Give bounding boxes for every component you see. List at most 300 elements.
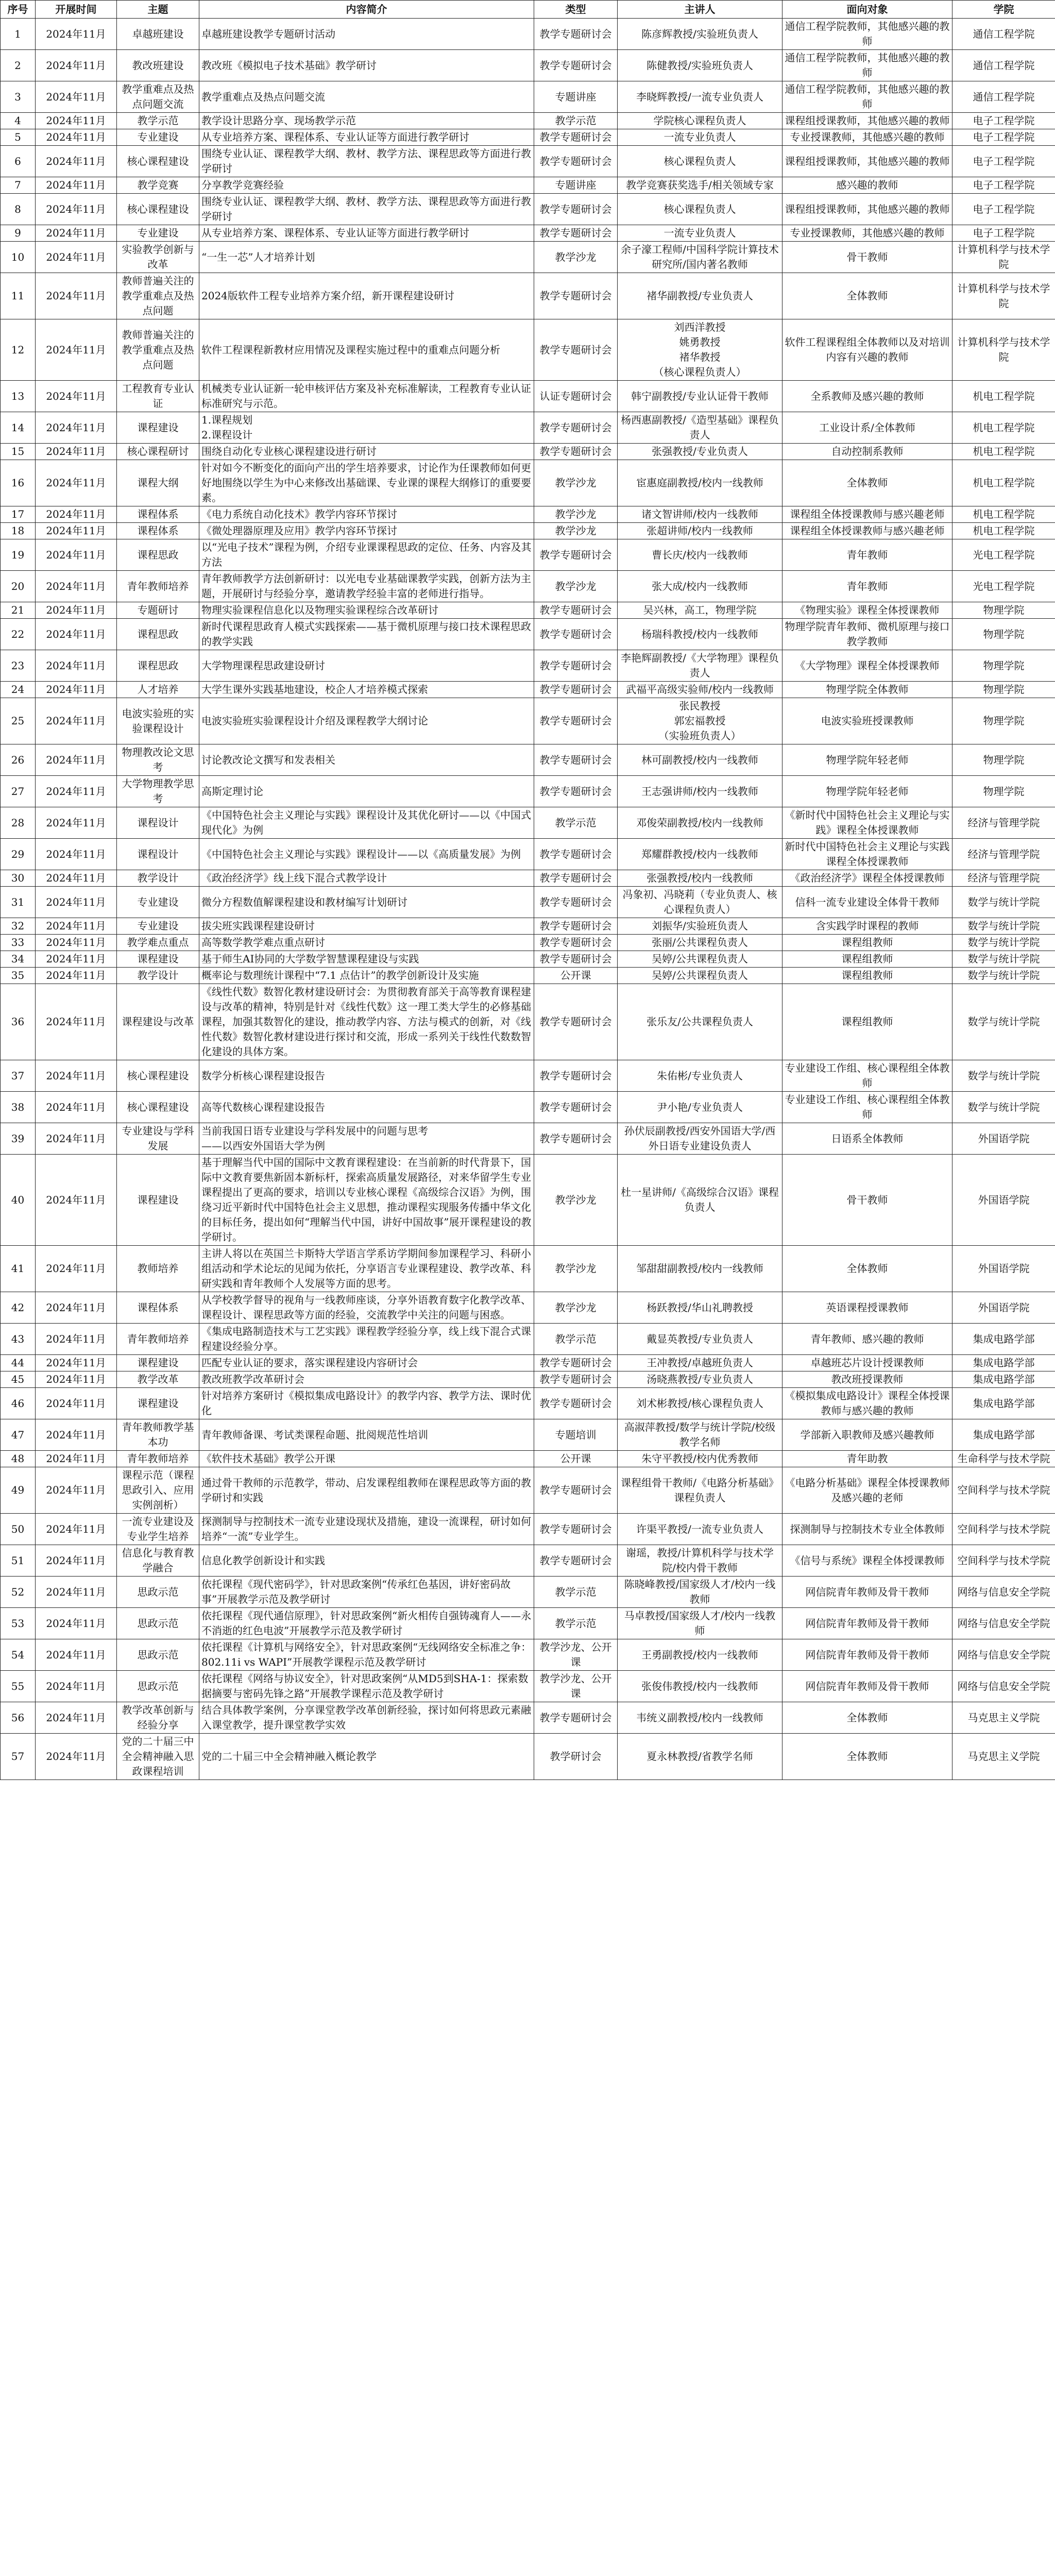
table-row [1, 744, 1055, 776]
cell-date: 2024年11月 [36, 412, 117, 444]
cell-speaker: 武福平高级实验师/校内一线教师 [618, 682, 782, 698]
cell-intro: 软件工程课程新教材应用情况及课程实施过程中的重难点问题分析 [199, 319, 534, 381]
cell-date: 2024年11月 [36, 1451, 117, 1467]
cell-speaker: 教学竞赛获奖选手/相关领域专家 [618, 177, 782, 194]
cell-audience: 骨干教师 [782, 242, 952, 273]
cell-type: 公开课 [534, 1451, 618, 1467]
cell-index: 42 [1, 1292, 36, 1324]
cell-college: 电子工程学院 [952, 194, 1055, 225]
cell-audience: 课程组教师 [782, 984, 952, 1060]
cell-date: 2024年11月 [36, 984, 117, 1060]
cell-index: 57 [1, 1734, 36, 1780]
cell-speaker: 一流专业负责人 [618, 225, 782, 242]
cell-intro: 高等数学教学难点重点研讨 [199, 935, 534, 951]
cell-type: 教学沙龙 [534, 523, 618, 539]
cell-index: 32 [1, 918, 36, 935]
cell-college: 网络与信息安全学院 [952, 1671, 1055, 1702]
table-row [1, 1639, 1055, 1671]
cell-speaker: 夏永林教授/省教学名师 [618, 1734, 782, 1780]
cell-audience: 自动控制系教师 [782, 444, 952, 460]
cell-type: 教学沙龙 [534, 460, 618, 506]
cell-topic: 课程设计 [117, 807, 199, 839]
cell-audience: 软件工程课程组全体教师以及对培训内容有兴趣的教师 [782, 319, 952, 381]
cell-speaker: 学院核心课程负责人 [618, 113, 782, 129]
cell-speaker: 杨瑞科教授/校内一线教师 [618, 619, 782, 650]
cell-date: 2024年11月 [36, 523, 117, 539]
cell-topic: 大学物理教学思考 [117, 776, 199, 807]
cell-audience: 《物理实验》课程全体授课教师 [782, 602, 952, 619]
cell-index: 50 [1, 1514, 36, 1545]
cell-college: 机电工程学院 [952, 460, 1055, 506]
cell-speaker: 张民教授 郭宏福教授 （实验班负责人） [618, 698, 782, 744]
cell-audience: 课程组授课教师，其他感兴趣的教师 [782, 194, 952, 225]
cell-type: 教学专题研讨会 [534, 870, 618, 887]
cell-audience: 全系教师及感兴趣的教师 [782, 381, 952, 412]
cell-type: 教学沙龙 [534, 1292, 618, 1324]
cell-date: 2024年11月 [36, 194, 117, 225]
header-audience: 面向对象 [782, 1, 952, 19]
cell-type: 教学专题研讨会 [534, 194, 618, 225]
cell-index: 18 [1, 523, 36, 539]
cell-date: 2024年11月 [36, 1702, 117, 1734]
cell-topic: 思政示范 [117, 1577, 199, 1608]
table-row [1, 1608, 1055, 1639]
cell-index: 29 [1, 839, 36, 870]
cell-intro: 《中国特色社会主义理论与实践》课程设计——以《高质量发展》为例 [199, 839, 534, 870]
cell-topic: 信息化与教育教学融合 [117, 1545, 199, 1577]
cell-speaker: 尹小艳/专业负责人 [618, 1092, 782, 1123]
cell-date: 2024年11月 [36, 319, 117, 381]
cell-topic: 核心课程建设 [117, 1060, 199, 1092]
cell-type: 教学专题研讨会 [534, 887, 618, 918]
cell-type: 专题讲座 [534, 81, 618, 113]
cell-college: 数学与统计学院 [952, 918, 1055, 935]
cell-intro: “一生一芯”人才培养计划 [199, 242, 534, 273]
cell-date: 2024年11月 [36, 1123, 117, 1155]
cell-index: 9 [1, 225, 36, 242]
cell-topic: 课程示范（课程思政引入、应用实例剖析） [117, 1467, 199, 1514]
cell-date: 2024年11月 [36, 682, 117, 698]
table-row [1, 444, 1055, 460]
cell-intro: 主讲人将以在英国兰卡斯特大学语言学系访学期间参加课程学习、科研小组活动和学术论坛的见闻为依托，分享语言专业课程建设、教学改革、科研实践和青年教师个人发展等方面的思考。 [199, 1246, 534, 1292]
cell-intro: 依托课程《现代通信原理》，针对思政案例“新火相传自强铸魂育人——永不消逝的红色电波”开展教学示范及教学研讨 [199, 1608, 534, 1639]
cell-index: 2 [1, 50, 36, 81]
cell-date: 2024年11月 [36, 839, 117, 870]
cell-type: 教学专题研讨会 [534, 1467, 618, 1514]
cell-intro: 围绕自动化专业核心课程建设进行研讨 [199, 444, 534, 460]
cell-speaker: 张超讲师/校内一线教师 [618, 523, 782, 539]
cell-audience: 英语课程授课教师 [782, 1292, 952, 1324]
cell-topic: 课程体系 [117, 506, 199, 523]
table-row [1, 807, 1055, 839]
cell-college: 机电工程学院 [952, 381, 1055, 412]
cell-topic: 核心课程建设 [117, 146, 199, 177]
cell-intro: 围绕专业认证、课程教学大纲、教材、教学方法、课程思政等方面进行教学研讨 [199, 194, 534, 225]
cell-intro: 机械类专业认证新一轮申核评估方案及补充标准解读，工程教育专业认证标准研究与示范。 [199, 381, 534, 412]
cell-audience: 全体教师 [782, 273, 952, 319]
table-row [1, 571, 1055, 602]
cell-college: 外国语学院 [952, 1292, 1055, 1324]
cell-date: 2024年11月 [36, 1608, 117, 1639]
table-row [1, 50, 1055, 81]
cell-topic: 课程设计 [117, 839, 199, 870]
table-row [1, 1545, 1055, 1577]
cell-topic: 核心课程建设 [117, 194, 199, 225]
table-row [1, 1451, 1055, 1467]
cell-index: 43 [1, 1324, 36, 1355]
cell-audience: 全体教师 [782, 460, 952, 506]
cell-audience: 日语系全体教师 [782, 1123, 952, 1155]
cell-audience: 感兴趣的教师 [782, 177, 952, 194]
table-row [1, 1371, 1055, 1388]
cell-index: 5 [1, 129, 36, 146]
cell-intro: 物理实验课程信息化以及物理实验课程综合改革研讨 [199, 602, 534, 619]
cell-index: 34 [1, 951, 36, 968]
table-row [1, 319, 1055, 381]
cell-type: 教学专题研讨会 [534, 744, 618, 776]
cell-audience: 网信院青年教师及骨干教师 [782, 1639, 952, 1671]
cell-index: 48 [1, 1451, 36, 1467]
header-type: 类型 [534, 1, 618, 19]
cell-topic: 一流专业建设及专业学生培养 [117, 1514, 199, 1545]
cell-date: 2024年11月 [36, 1545, 117, 1577]
header-topic: 主题 [117, 1, 199, 19]
cell-index: 53 [1, 1608, 36, 1639]
table-row [1, 619, 1055, 650]
cell-topic: 教学示范 [117, 113, 199, 129]
table-row [1, 412, 1055, 444]
cell-date: 2024年11月 [36, 1355, 117, 1371]
cell-speaker: 王勇副教授/校内一线教师 [618, 1639, 782, 1671]
cell-college: 物理学院 [952, 650, 1055, 682]
cell-college: 马克思主义学院 [952, 1702, 1055, 1734]
cell-type: 教学沙龙 [534, 571, 618, 602]
cell-intro: 探测制导与控制技术一流专业建设现状及措施，建设一流课程，研讨如何培养“一流”专业学生。 [199, 1514, 534, 1545]
cell-college: 数学与统计学院 [952, 968, 1055, 984]
cell-speaker: 一流专业负责人 [618, 129, 782, 146]
cell-topic: 实验教学创新与改革 [117, 242, 199, 273]
cell-speaker: 韦统义副教授/校内一线教师 [618, 1702, 782, 1734]
cell-college: 通信工程学院 [952, 19, 1055, 50]
cell-college: 空间科学与技术学院 [952, 1467, 1055, 1514]
cell-college: 数学与统计学院 [952, 935, 1055, 951]
cell-index: 36 [1, 984, 36, 1060]
table-row [1, 839, 1055, 870]
cell-speaker: 韩宁副教授/专业认证骨干教师 [618, 381, 782, 412]
cell-date: 2024年11月 [36, 807, 117, 839]
cell-college: 外国语学院 [952, 1123, 1055, 1155]
cell-college: 通信工程学院 [952, 81, 1055, 113]
cell-intro: 教改班《模拟电子技术基础》教学研讨 [199, 50, 534, 81]
cell-speaker: 刘术彬教授/核心课程负责人 [618, 1388, 782, 1419]
table-body [1, 19, 1055, 1780]
cell-intro: 依托课程《网络与协议安全》，针对思政案例“从MD5到SHA-1：探索数据摘要与密码先锋之路”开展教学课程示范及教学研讨 [199, 1671, 534, 1702]
cell-college: 经济与管理学院 [952, 870, 1055, 887]
cell-college: 空间科学与技术学院 [952, 1545, 1055, 1577]
cell-type: 教学专题研讨会 [534, 129, 618, 146]
cell-audience: 《政治经济学》课程全体授课教师 [782, 870, 952, 887]
cell-speaker: 高淑萍教授/数学与统计学院/校级教学名师 [618, 1419, 782, 1451]
cell-speaker: 余子濠工程师/中国科学院计算技术研究所/国内著名教师 [618, 242, 782, 273]
cell-audience: 专业建设工作组、核心课程组全体教师 [782, 1060, 952, 1092]
cell-intro: 匹配专业认证的要求，落实课程建设内容研讨会 [199, 1355, 534, 1371]
cell-intro: 新时代课程思政育人模式实践探索——基于微机原理与接口技术课程思政的教学实践 [199, 619, 534, 650]
cell-speaker: 吴婷/公共课程负责人 [618, 968, 782, 984]
cell-date: 2024年11月 [36, 1155, 117, 1246]
cell-type: 教学专题研讨会 [534, 319, 618, 381]
cell-college: 数学与统计学院 [952, 984, 1055, 1060]
cell-college: 光电工程学院 [952, 571, 1055, 602]
cell-audience: 《模拟集成电路设计》课程全体授课教师与感兴趣的教师 [782, 1388, 952, 1419]
cell-audience: 全体教师 [782, 1734, 952, 1780]
cell-speaker: 郑耀群教授/校内一线教师 [618, 839, 782, 870]
cell-date: 2024年11月 [36, 602, 117, 619]
cell-college: 物理学院 [952, 619, 1055, 650]
cell-intro: 教学设计思路分享、现场教学示范 [199, 113, 534, 129]
cell-date: 2024年11月 [36, 444, 117, 460]
cell-college: 机电工程学院 [952, 506, 1055, 523]
table-row [1, 1155, 1055, 1246]
cell-college: 机电工程学院 [952, 412, 1055, 444]
table-row [1, 81, 1055, 113]
cell-audience: 物理学院青年教师、微机原理与接口教学教师 [782, 619, 952, 650]
cell-audience: 课程组教师 [782, 968, 952, 984]
cell-college: 电子工程学院 [952, 177, 1055, 194]
cell-index: 38 [1, 1092, 36, 1123]
cell-date: 2024年11月 [36, 887, 117, 918]
cell-audience: 卓越班芯片设计授课教师 [782, 1355, 952, 1371]
cell-intro: 从学校教学督导的视角与一线教师座谈，分享外语教育数字化教学改革、课程设计、课程思政等方面的经验，交流教学中关注的问题与困惑。 [199, 1292, 534, 1324]
cell-college: 计算机科学与技术学院 [952, 242, 1055, 273]
cell-type: 教学研讨会 [534, 1734, 618, 1780]
cell-speaker: 冯象初、冯晓莉（专业负责人、核心课程负责人） [618, 887, 782, 918]
cell-type: 教学专题研讨会 [534, 1123, 618, 1155]
cell-type: 教学示范 [534, 1608, 618, 1639]
cell-index: 41 [1, 1246, 36, 1292]
cell-audience: 工业设计系/全体教师 [782, 412, 952, 444]
cell-topic: 教师普遍关注的教学重难点及热点问题 [117, 319, 199, 381]
cell-intro: 《中国特色社会主义理论与实践》课程设计及其优化研讨——以《中国式现代化》为例 [199, 807, 534, 839]
cell-type: 教学沙龙、公开课 [534, 1671, 618, 1702]
cell-type: 教学专题研讨会 [534, 650, 618, 682]
cell-college: 生命科学与技术学院 [952, 1451, 1055, 1467]
cell-speaker: 朱佑彬/专业负责人 [618, 1060, 782, 1092]
table-row [1, 935, 1055, 951]
cell-audience: 青年教师、感兴趣的教师 [782, 1324, 952, 1355]
cell-college: 空间科学与技术学院 [952, 1514, 1055, 1545]
cell-topic: 物理教改论文思考 [117, 744, 199, 776]
table-row [1, 523, 1055, 539]
cell-audience: 网信院青年教师及骨干教师 [782, 1608, 952, 1639]
cell-speaker: 陈晓峰教授/国家级人才/校内一线教师 [618, 1577, 782, 1608]
cell-intro: 从专业培养方案、课程体系、专业认证等方面进行教学研讨 [199, 129, 534, 146]
table-row [1, 19, 1055, 50]
cell-topic: 专业建设 [117, 887, 199, 918]
cell-type: 教学专题研讨会 [534, 444, 618, 460]
cell-index: 20 [1, 571, 36, 602]
cell-type: 教学专题研讨会 [534, 951, 618, 968]
cell-index: 12 [1, 319, 36, 381]
cell-college: 网络与信息安全学院 [952, 1639, 1055, 1671]
cell-type: 教学专题研讨会 [534, 412, 618, 444]
cell-audience: 含实践学时课程的教师 [782, 918, 952, 935]
cell-audience: 网信院青年教师及骨干教师 [782, 1577, 952, 1608]
table-row [1, 1467, 1055, 1514]
cell-audience: 骨干教师 [782, 1155, 952, 1246]
cell-college: 机电工程学院 [952, 444, 1055, 460]
cell-date: 2024年11月 [36, 113, 117, 129]
cell-index: 55 [1, 1671, 36, 1702]
cell-college: 经济与管理学院 [952, 807, 1055, 839]
cell-college: 电子工程学院 [952, 146, 1055, 177]
cell-speaker: 邓俊荣副教授/校内一线教师 [618, 807, 782, 839]
table-row [1, 129, 1055, 146]
cell-audience: 课程组全体授课教师与感兴趣老师 [782, 523, 952, 539]
cell-intro: 信息化教学创新设计和实践 [199, 1545, 534, 1577]
cell-date: 2024年11月 [36, 571, 117, 602]
cell-topic: 青年教师教学基本功 [117, 1419, 199, 1451]
cell-topic: 思政示范 [117, 1671, 199, 1702]
cell-index: 17 [1, 506, 36, 523]
cell-audience: 课程组授课教师，其他感兴趣的教师 [782, 146, 952, 177]
cell-date: 2024年11月 [36, 698, 117, 744]
table-row [1, 1092, 1055, 1123]
cell-audience: 通信工程学院教师，其他感兴趣的教师 [782, 19, 952, 50]
cell-topic: 专业建设与学科发展 [117, 1123, 199, 1155]
cell-topic: 思政示范 [117, 1608, 199, 1639]
cell-intro: 大学生课外实践基地建设，校企人才培养模式探索 [199, 682, 534, 698]
cell-audience: 《信号与系统》课程全体授课教师 [782, 1545, 952, 1577]
cell-audience: 探测制导与控制技术专业全体教师 [782, 1514, 952, 1545]
cell-intro: 《微处理器原理及应用》教学内容环节探讨 [199, 523, 534, 539]
cell-speaker: 李晓辉教授/一流专业负责人 [618, 81, 782, 113]
cell-college: 光电工程学院 [952, 539, 1055, 571]
cell-index: 40 [1, 1155, 36, 1246]
header-index: 序号 [1, 1, 36, 19]
cell-intro: 概率论与数理统计课程中“7.1 点估计”的教学创新设计及实施 [199, 968, 534, 984]
cell-intro: 1.课程规划 2.课程设计 [199, 412, 534, 444]
cell-topic: 专业建设 [117, 129, 199, 146]
cell-date: 2024年11月 [36, 1639, 117, 1671]
table-row [1, 1671, 1055, 1702]
table-row [1, 1324, 1055, 1355]
cell-type: 教学示范 [534, 1577, 618, 1608]
cell-topic: 课程思政 [117, 539, 199, 571]
cell-type: 教学专题研讨会 [534, 19, 618, 50]
cell-date: 2024年11月 [36, 1419, 117, 1451]
cell-date: 2024年11月 [36, 1060, 117, 1092]
cell-date: 2024年11月 [36, 50, 117, 81]
cell-intro: 《线性代数》数智化教材建设研讨会：为贯彻教育部关于高等教育课程建设与改革的精神，特别是针对《线性代数》这一理工类大学生的必修基础课程，加强其数智化的建设，推动教学内容、方法与模式的创新，对《线性代数》数智化教材建设进行探讨和交流，形成一系列关于线性代数数智化建设的具体方案。 [199, 984, 534, 1060]
table-row [1, 225, 1055, 242]
cell-speaker: 戴显英教授/专业负责人 [618, 1324, 782, 1355]
table-row [1, 146, 1055, 177]
cell-type: 认证专题研讨会 [534, 381, 618, 412]
table-row [1, 273, 1055, 319]
table-row [1, 918, 1055, 935]
cell-index: 6 [1, 146, 36, 177]
cell-topic: 课程体系 [117, 1292, 199, 1324]
cell-speaker: 张俊伟教授/校内一线教师 [618, 1671, 782, 1702]
cell-intro: 教学重难点及热点问题交流 [199, 81, 534, 113]
cell-date: 2024年11月 [36, 506, 117, 523]
cell-date: 2024年11月 [36, 1388, 117, 1419]
header-row [1, 1, 1055, 19]
cell-type: 教学沙龙、公开课 [534, 1639, 618, 1671]
cell-speaker: 朱守平教授/校内优秀教师 [618, 1451, 782, 1467]
cell-index: 49 [1, 1467, 36, 1514]
cell-index: 7 [1, 177, 36, 194]
cell-intro: 基于理解当代中国的国际中文教育课程建设：在当前新的时代背景下，国际中文教育要焦新固本新标杆，探索高质量发展路径，对来华留学生专业课程提出了更高的要求，培训以专业核心课程《高级综合汉语》为例，围绕习近平新时代中国特色社会主义思想，推动课程实现服务传播中华文化的目标任务，提出如何“理解当代中国，讲好中国故事”展开课程建设的教学研讨。 [199, 1155, 534, 1246]
cell-topic: 课程建设 [117, 1155, 199, 1246]
cell-type: 教学示范 [534, 113, 618, 129]
table-row [1, 506, 1055, 523]
cell-type: 教学示范 [534, 1324, 618, 1355]
cell-college: 物理学院 [952, 776, 1055, 807]
cell-index: 3 [1, 81, 36, 113]
cell-date: 2024年11月 [36, 776, 117, 807]
table-row [1, 698, 1055, 744]
cell-topic: 核心课程建设 [117, 1092, 199, 1123]
table-row [1, 1060, 1055, 1092]
cell-audience: 全体教师 [782, 1246, 952, 1292]
cell-intro: 党的二十届三中全会精神融入概论教学 [199, 1734, 534, 1780]
table-row [1, 113, 1055, 129]
cell-audience: 物理学院年轻老师 [782, 744, 952, 776]
cell-index: 31 [1, 887, 36, 918]
cell-intro: 《政治经济学》线上线下混合式教学设计 [199, 870, 534, 887]
table-row [1, 460, 1055, 506]
cell-topic: 专业建设 [117, 225, 199, 242]
cell-audience: 网信院青年教师及骨干教师 [782, 1671, 952, 1702]
cell-date: 2024年11月 [36, 968, 117, 984]
cell-topic: 课程思政 [117, 650, 199, 682]
cell-college: 集成电路学部 [952, 1388, 1055, 1419]
cell-index: 27 [1, 776, 36, 807]
cell-index: 47 [1, 1419, 36, 1451]
cell-intro: 高等代数核心课程建设报告 [199, 1092, 534, 1123]
cell-index: 28 [1, 807, 36, 839]
cell-college: 网络与信息安全学院 [952, 1608, 1055, 1639]
cell-intro: 通过骨干教师的示范教学，带动、启发课程组教师在课程思政等方面的教学研讨和实践 [199, 1467, 534, 1514]
cell-index: 19 [1, 539, 36, 571]
cell-type: 教学沙龙 [534, 1246, 618, 1292]
cell-topic: 课程建设 [117, 1388, 199, 1419]
cell-audience: 教改班授课教师 [782, 1371, 952, 1388]
cell-index: 37 [1, 1060, 36, 1092]
cell-index: 4 [1, 113, 36, 129]
cell-speaker: 刘振华/实验班负责人 [618, 918, 782, 935]
cell-audience: 电波实验班授课教师 [782, 698, 952, 744]
cell-topic: 教学改革 [117, 1371, 199, 1388]
cell-date: 2024年11月 [36, 273, 117, 319]
cell-topic: 专题研讨 [117, 602, 199, 619]
table-row [1, 1388, 1055, 1419]
cell-index: 8 [1, 194, 36, 225]
cell-college: 集成电路学部 [952, 1355, 1055, 1371]
cell-intro: 当前我国日语专业建设与学科发展中的问题与思考 ——以西安外国语大学为例 [199, 1123, 534, 1155]
cell-intro: 高斯定理讨论 [199, 776, 534, 807]
cell-type: 教学专题研讨会 [534, 918, 618, 935]
cell-audience: 青年助教 [782, 1451, 952, 1467]
cell-topic: 核心课程研讨 [117, 444, 199, 460]
cell-college: 电子工程学院 [952, 225, 1055, 242]
cell-index: 10 [1, 242, 36, 273]
table-row [1, 381, 1055, 412]
cell-date: 2024年11月 [36, 1246, 117, 1292]
cell-speaker: 邹甜甜副教授/校内一线教师 [618, 1246, 782, 1292]
table-row [1, 650, 1055, 682]
